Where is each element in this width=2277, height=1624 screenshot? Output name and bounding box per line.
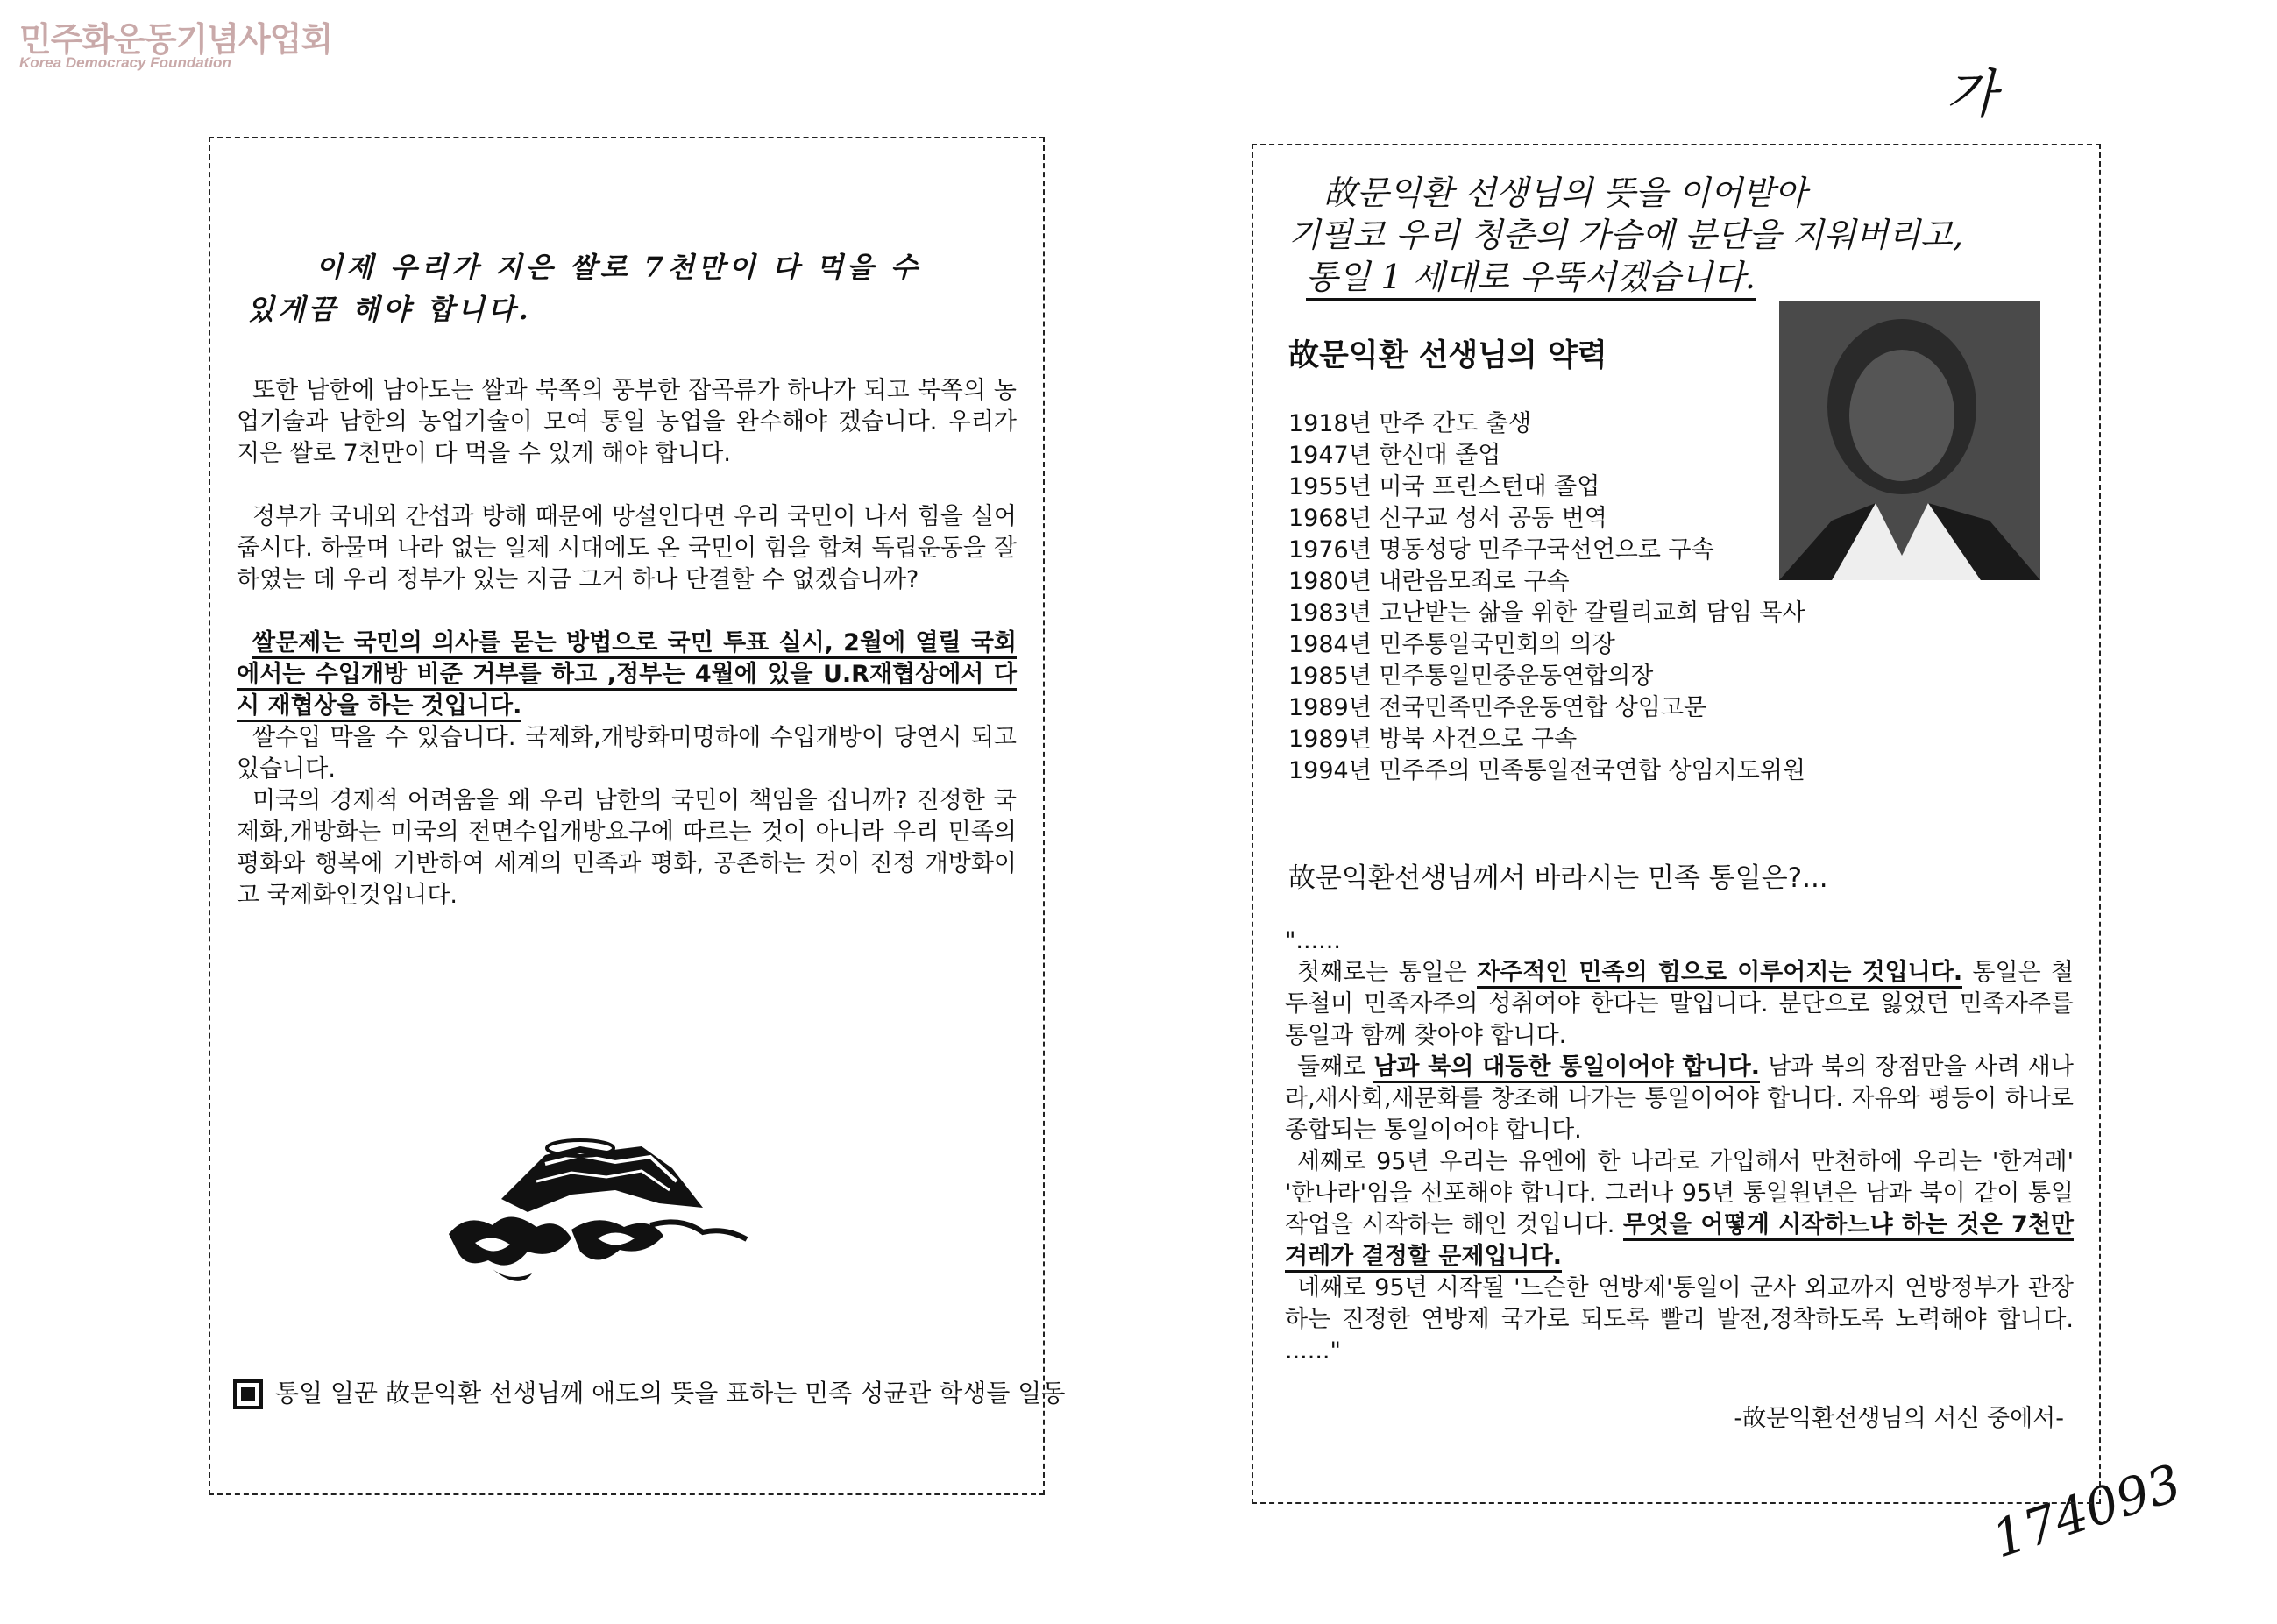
quote-point-2-underlined: 남과 북의 대등한 통일이어야 합니다. [1373, 1053, 1760, 1083]
yin-yang-cloud-emblem-icon [440, 1129, 755, 1295]
career-item: 1955년 미국 프린스턴대 졸업 [1288, 473, 1600, 500]
handwritten-mark: 가 [1946, 64, 1997, 125]
slogan-line1: 故문익환 선생님의 뜻을 이어받아 [1323, 174, 1807, 212]
left-para-3-underlined: 쌀문제는 국민의 의사를 묻는 방법으로 국민 투표 실시, 2월에 열릴 국회에서는 수입개방 비준 거부를 하고 ,정부는 4월에 있을 U.R재협상에서 다시 재협상을 하는 것입니다. [237, 629, 1017, 722]
career-item: 1989년 방북 사건으로 구속 [1288, 726, 1578, 753]
handwritten-number: 174093 [1984, 1452, 2188, 1570]
career-item: 1994년 민주주의 민족통일전국연합 상임지도위원 [1288, 757, 1806, 784]
quote-point-1-a: 첫째로는 통일은 [1297, 959, 1478, 986]
career-item: 1989년 전국민족민주운동연합 상임고문 [1288, 694, 1707, 721]
quote-point-4: 네째로 95년 시작될 '느슨한 연방제'통일이 군사 외교까지 연방정부가 관장하는 진정한 연방제 국가로 되도록 빨리 발전,정착하도록 노력해야 합니다. ......" [1285, 1274, 2074, 1365]
left-page [209, 137, 1066, 1495]
quote-point-2 [1285, 1052, 2074, 1146]
unification-question: 故문익환선생님께서 바라시는 민족 통일은?... [1288, 862, 1828, 894]
quote-point-3-underlined: 무엇을 어떻게 시작하느냐 하는 것은 7천만 겨레가 결정할 문제입니다. [1285, 1211, 2074, 1273]
career-item: 1918년 만주 간도 출생 [1288, 410, 1532, 437]
left-footer-text: 통일 일꾼 故문익환 선생님께 애도의 뜻을 표하는 민족 성균관 학생들 일동 [275, 1379, 1066, 1408]
quote-point-2-b: 남과 북의 장점만을 사려 새나라,새사회,새문화를 창조해 나가는 통일이어야 합니다. 자유와 평등이 하나로 종합되는 통일이어야 합니다. [1285, 1053, 2074, 1144]
letter-signature: -故문익환선생님의 서신 중에서- [1734, 1405, 2064, 1432]
career-item: 1980년 내란음모죄로 구속 [1288, 568, 1570, 595]
career-title: 故문익환 선생님의 약력 [1288, 338, 1607, 373]
watermark-korean: 민주화운동기념사업회 [19, 20, 333, 59]
left-heading-line1: 이제 우리가 지은 쌀로 7천만이 다 먹을 수 [316, 251, 921, 284]
quote-open: "...... [1285, 927, 1341, 954]
career-item: 1968년 신구교 성서 공동 번역 [1288, 505, 1607, 532]
watermark-english: Korea Democracy Foundation [19, 54, 231, 71]
left-para-1: 또한 남한에 남아도는 쌀과 북쪽의 풍부한 잡곡류가 하나가 되고 북쪽의 농업기술과 남한의 농업기술이 모여 통일 농업을 완수해야 겠습니다. 우리가 지은 쌀로 7천만이 다 먹을 수 있게 해야 합니다. [237, 377, 1017, 467]
career-item: 1984년 민주통일국민회의 의장 [1288, 631, 1615, 658]
left-para-4: 쌀수입 막을 수 있습니다. 국제화,개방화미명하에 수입개방이 당연시 되고 있습니다. [237, 724, 1017, 783]
quote-point-3-a: 세째로 95년 우리는 유엔에 한 나라로 가입해서 만천하에 우리는 '한겨레' '한나라'임을 선포해야 합니다. 그러나 95년 통일원년은 남과 북이 같이 통일작업을 시작하는 해인 것입니다. [1285, 1148, 2074, 1238]
quote-point-2-a: 둘째로 [1297, 1053, 1374, 1081]
quote-point-1-b: 통일은 철두철미 민족자주의 성취여야 한다는 말입니다. 분단으로 잃었던 민족자주를 통일과 함께 찾아야 합니다. [1285, 959, 2074, 1049]
left-para-3-wrap [237, 628, 1017, 722]
left-para-5: 미국의 경제적 어려움을 왜 우리 남한의 국민이 책임을 집니까? 진정한 국제화,개방화는 미국의 전면수입개방요구에 따르는 것이 아니라 우리 민족의 평화와 행복에 기반하여 세계의 민족과 평화, 공존하는 것이 진정 개방화이고 국제화인것입니다. [237, 787, 1017, 909]
career-item: 1985년 민주통일민중운동연합의장 [1288, 663, 1654, 690]
left-para-2: 정부가 국내외 간섭과 방해 때문에 망설인다면 우리 국민이 나서 힘을 실어 줍시다. 하물며 나라 없는 일제 시대에도 온 국민이 힘을 합쳐 독립운동을 잘 하였는 데 우리 정부가 있는 지금 그거 하나 단결할 수 없겠습니까? [237, 503, 1017, 593]
quote-point-1-underlined: 자주적인 민족의 힘으로 이루어지는 것입니다. [1477, 959, 1962, 989]
filled-square-icon [233, 1379, 263, 1409]
quote-point-3 [1285, 1146, 2074, 1273]
right-page [1252, 144, 2101, 1504]
quote-block [1285, 925, 2074, 1367]
career-list [1288, 408, 1805, 787]
portrait-photo [1779, 301, 2040, 580]
quote-point-1 [1285, 957, 2074, 1052]
left-heading-line2: 있게끔 해야 합니다. [247, 293, 532, 326]
career-item: 1983년 고난받는 삶을 위한 갈릴리교회 담임 목사 [1288, 599, 1805, 627]
career-item: 1976년 명동성당 민주구국선언으로 구속 [1288, 536, 1714, 564]
left-footer [233, 1374, 1065, 1409]
career-item: 1947년 한신대 졸업 [1288, 442, 1501, 469]
slogan-line3: 통일 1 세대로 우뚝서겠습니다. [1306, 256, 1756, 301]
slogan-line2: 기필코 우리 청춘의 가슴에 분단을 지워버리고, [1288, 216, 1963, 254]
